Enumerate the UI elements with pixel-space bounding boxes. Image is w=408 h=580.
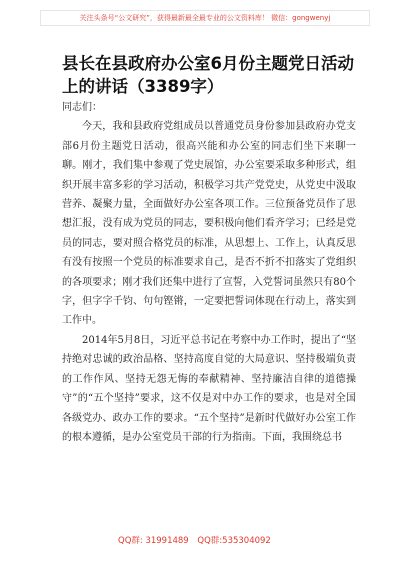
footer-qq-group-1: QQ群: 31991489: [118, 536, 189, 546]
salutation: 同志们：: [62, 102, 102, 113]
paragraph: 2014年5月8日，习近平总书记在考察中办工作时，提出了“坚持绝对忠诚的政治品格、坚持高度自觉的大局意识、坚持极端负责的工作作风、坚持无怨无悔的奉献精神、坚持廉洁自律的道德操守”的“五个坚持”要求，这不仅是对中办工作的要求，也是对全国各级党办、政办工作的要求。“五个坚持”是新时代做好办公室工作的根本遵循，是办公室党员干部的行为指南。下面，我围绕总书: [62, 334, 356, 443]
footer-qq-group-2: QQ群:535304092: [197, 536, 271, 546]
paragraph: 今天，我和县政府党组成员以普通党员身份参加县政府办党支部6月份主题党日活动，很高兴能和办公室的同志们坐下来聊一聊。刚才，我们集中参观了党史展馆，办公室要采取多种形式，组织开展丰富多彩的学习活动，积极学习共产党党史，从党史中汲取营养、凝聚力量，全面做好办公室各项工作。三位预备党员作了思想汇报，没有成为党员的同志，要积极向他们看齐学习；已经是党员的同志，要对照合格党员的标准，从思想上、工作上，认真反思有没有按照一个党员的标准要求自己，是否不折不扣落实了党组织的各项要求；刚才我们还集中进行了宣誓，入党誓词虽然只有80个字，但字字千钧、句句铿锵，一定要把誓词体现在行动上，落实到工作中。: [62, 121, 356, 327]
document-title: 县长在县政府办公室6月份主题党日活动上的讲话（3389字）: [62, 54, 354, 96]
promo-banner: [40, 10, 370, 26]
footer-contact: [118, 534, 271, 546]
promo-banner-text: 关注头条号“公文研究”，获得最新最全最专业的公文资料库！ 微信：gongwenyj: [79, 14, 331, 22]
document-body: [62, 98, 356, 447]
